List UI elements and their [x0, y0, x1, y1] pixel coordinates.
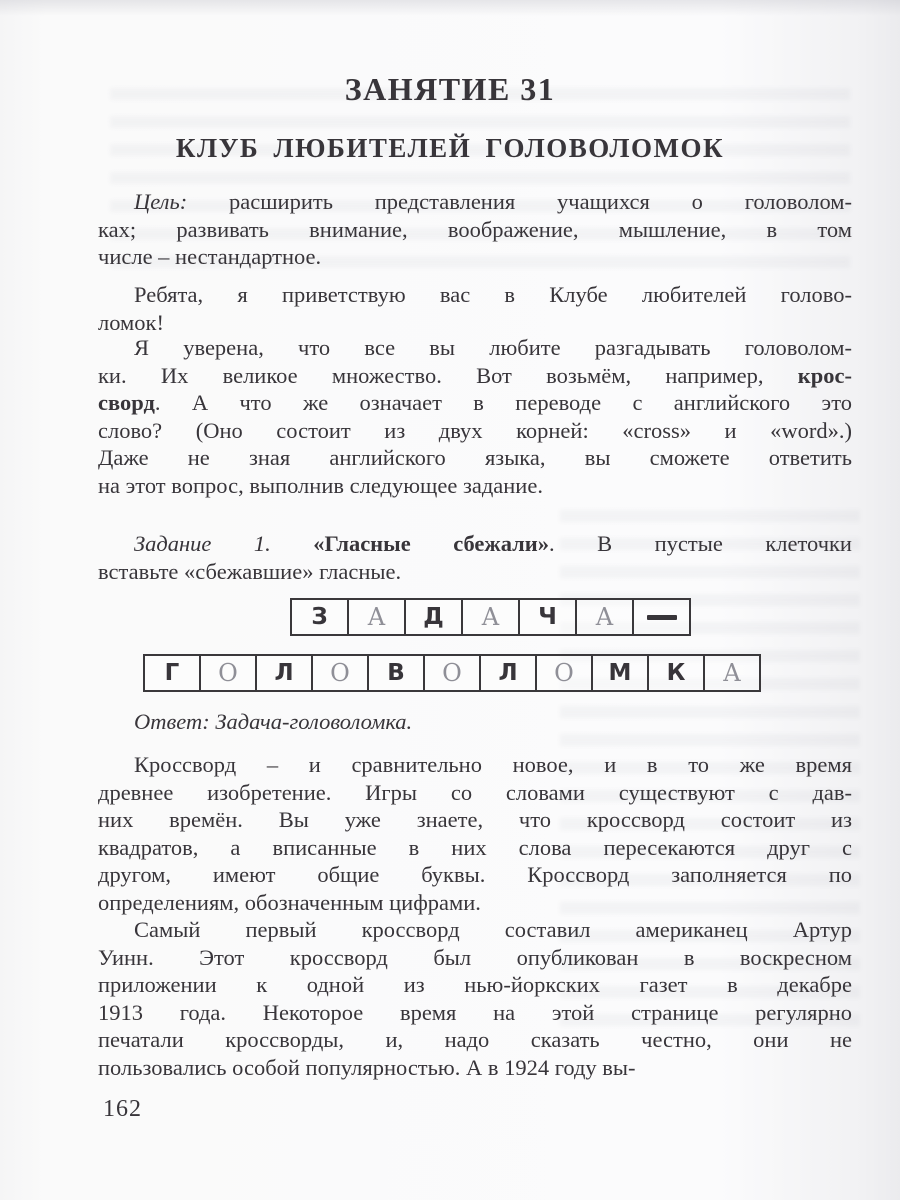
cell-letter: А [722, 659, 742, 687]
text-segment: сворд [98, 390, 155, 416]
letter-cell [647, 654, 705, 692]
cell-letter: Д [423, 603, 444, 630]
cell-letter: К [666, 659, 686, 686]
text-segment: числе – нестандартное. [98, 244, 322, 270]
letter-cell [535, 654, 593, 692]
text-segment: печатали кроссворды, и, надо сказать честно, они не [98, 1027, 852, 1053]
text-line [98, 530, 852, 558]
text-line [98, 558, 852, 586]
text-line [98, 309, 852, 337]
text-segment: древнее изобретение. Игры со словами существуют с дав- [98, 779, 852, 805]
lesson-title: ЗАНЯТИЕ 31 [344, 71, 556, 107]
text-segment: ках; развивать внимание, воображение, мышление, в том [98, 216, 852, 242]
text-segment: Кроссворд – и сравнительно новое, и в то же время [134, 752, 852, 777]
text-line [98, 472, 852, 500]
dash-mark [647, 615, 677, 620]
text-segment: 1913 года. Некоторое время на этой странице регулярно [98, 999, 852, 1025]
text-line [98, 889, 852, 917]
text-segment: вставьте «сбежавшие» гласные. [98, 558, 402, 584]
letter-cell [347, 598, 406, 636]
text-line [98, 944, 852, 972]
goal-paragraph [98, 188, 852, 271]
text-line [98, 243, 852, 271]
text-segment: другом, имеют общие буквы. Кроссворд заполняется по [98, 862, 852, 888]
text-line [98, 751, 852, 779]
letter-cell [479, 654, 537, 692]
text-line [98, 281, 852, 309]
cell-letter: Л [498, 659, 518, 686]
cell-letter: В [387, 659, 405, 686]
letter-cell [632, 598, 691, 636]
letter-cell [404, 598, 463, 636]
letter-cell [423, 654, 481, 692]
text-segment: Уинн. Этот кроссворд был опубликован в воскресном [98, 944, 852, 970]
cell-letter: А [367, 603, 386, 631]
letter-cell [290, 598, 349, 636]
text-line [98, 971, 852, 999]
page-number: 162 [103, 1096, 142, 1122]
cell-letter: О [442, 659, 462, 687]
text-segment: . В пустые клеточки [549, 531, 852, 556]
letter-cell [199, 654, 257, 692]
letter-cell [461, 598, 520, 636]
cell-letter: А [595, 603, 614, 631]
letter-cell [518, 598, 577, 636]
text-line [98, 444, 852, 472]
cell-letter: О [554, 659, 574, 687]
text-segment: на этот вопрос, выполнив следующее задание. [98, 472, 543, 498]
text-line [98, 999, 852, 1027]
text-line [98, 389, 852, 417]
text-line [98, 1054, 852, 1082]
task-paragraph [98, 530, 852, 585]
text-line [98, 362, 852, 390]
text-segment: Даже не зная английского языка, вы сможете ответить [98, 445, 852, 471]
text-segment: ки. Их великое множество. Вот возьмём, например, [98, 362, 798, 388]
text-line [98, 779, 852, 807]
cell-letter: А [481, 603, 500, 631]
cell-letter: Ч [538, 603, 557, 630]
text-segment: Самый первый кроссворд составил американец Артур [134, 917, 852, 942]
text-line [98, 806, 852, 834]
text-segment: пользовались особой популярностью. А в 1924 году вы- [98, 1054, 636, 1080]
text-segment: расширить представления учащихся о головолом- [187, 189, 852, 214]
text-line [98, 834, 852, 862]
history-paragraph-1 [98, 751, 852, 917]
text-segment: «Гласные сбежали» [313, 531, 549, 556]
text-line [98, 1026, 852, 1054]
text-segment: . А что же означает в переводе с английского это [154, 390, 852, 416]
text-segment: Ответ: Задача-головоломка. [134, 709, 413, 734]
cell-letter: О [330, 659, 350, 687]
puzzle-row-golovolomka [143, 654, 761, 692]
cell-letter: З [311, 603, 328, 630]
text-segment: квадратов, а вписанные в них слова пересекаются друг с [98, 834, 852, 860]
text-segment: Ребята, я приветствую вас в Клубе любителей голово- [134, 282, 852, 307]
cell-letter: Л [274, 659, 294, 686]
text-line [98, 708, 852, 736]
greeting-paragraph [98, 281, 852, 336]
letter-cell [255, 654, 313, 692]
text-segment: них времён. Вы уже знаете, что кроссворд состоит из [98, 807, 852, 833]
text-segment: крос- [797, 362, 852, 388]
puzzle-row-zadacha [290, 598, 691, 636]
history-paragraph-2 [98, 916, 852, 1082]
text-line [98, 861, 852, 889]
text-line [98, 188, 852, 216]
text-line [98, 334, 852, 362]
text-segment: Цель: [134, 189, 188, 214]
text-segment: Задание 1. [134, 531, 314, 556]
text-segment: ломок! [98, 309, 164, 335]
letter-cell [575, 598, 634, 636]
text-segment: Я уверена, что все вы любите разгадывать головолом- [134, 335, 852, 360]
text-line [98, 216, 852, 244]
cell-letter: Г [164, 659, 180, 686]
chapter-title: КЛУБ ЛЮБИТЕЛЕЙ ГОЛОВОЛОМОК [175, 133, 725, 163]
text-segment: приложении к одной из нью-йоркских газет в декабре [98, 972, 852, 998]
letter-cell [591, 654, 649, 692]
text-segment: определениям, обозначенным цифрами. [98, 889, 481, 915]
text-line [98, 916, 852, 944]
cell-letter: О [218, 659, 238, 687]
answer-paragraph [98, 708, 852, 736]
letter-cell [311, 654, 369, 692]
letter-cell [703, 654, 761, 692]
text-segment: слово? (Оно состоит из двух корней: «cross» и «word».) [98, 417, 852, 443]
cell-letter: М [608, 659, 632, 686]
letter-cell [143, 654, 201, 692]
text-line [98, 417, 852, 445]
intro-paragraph [98, 334, 852, 500]
letter-cell [367, 654, 425, 692]
